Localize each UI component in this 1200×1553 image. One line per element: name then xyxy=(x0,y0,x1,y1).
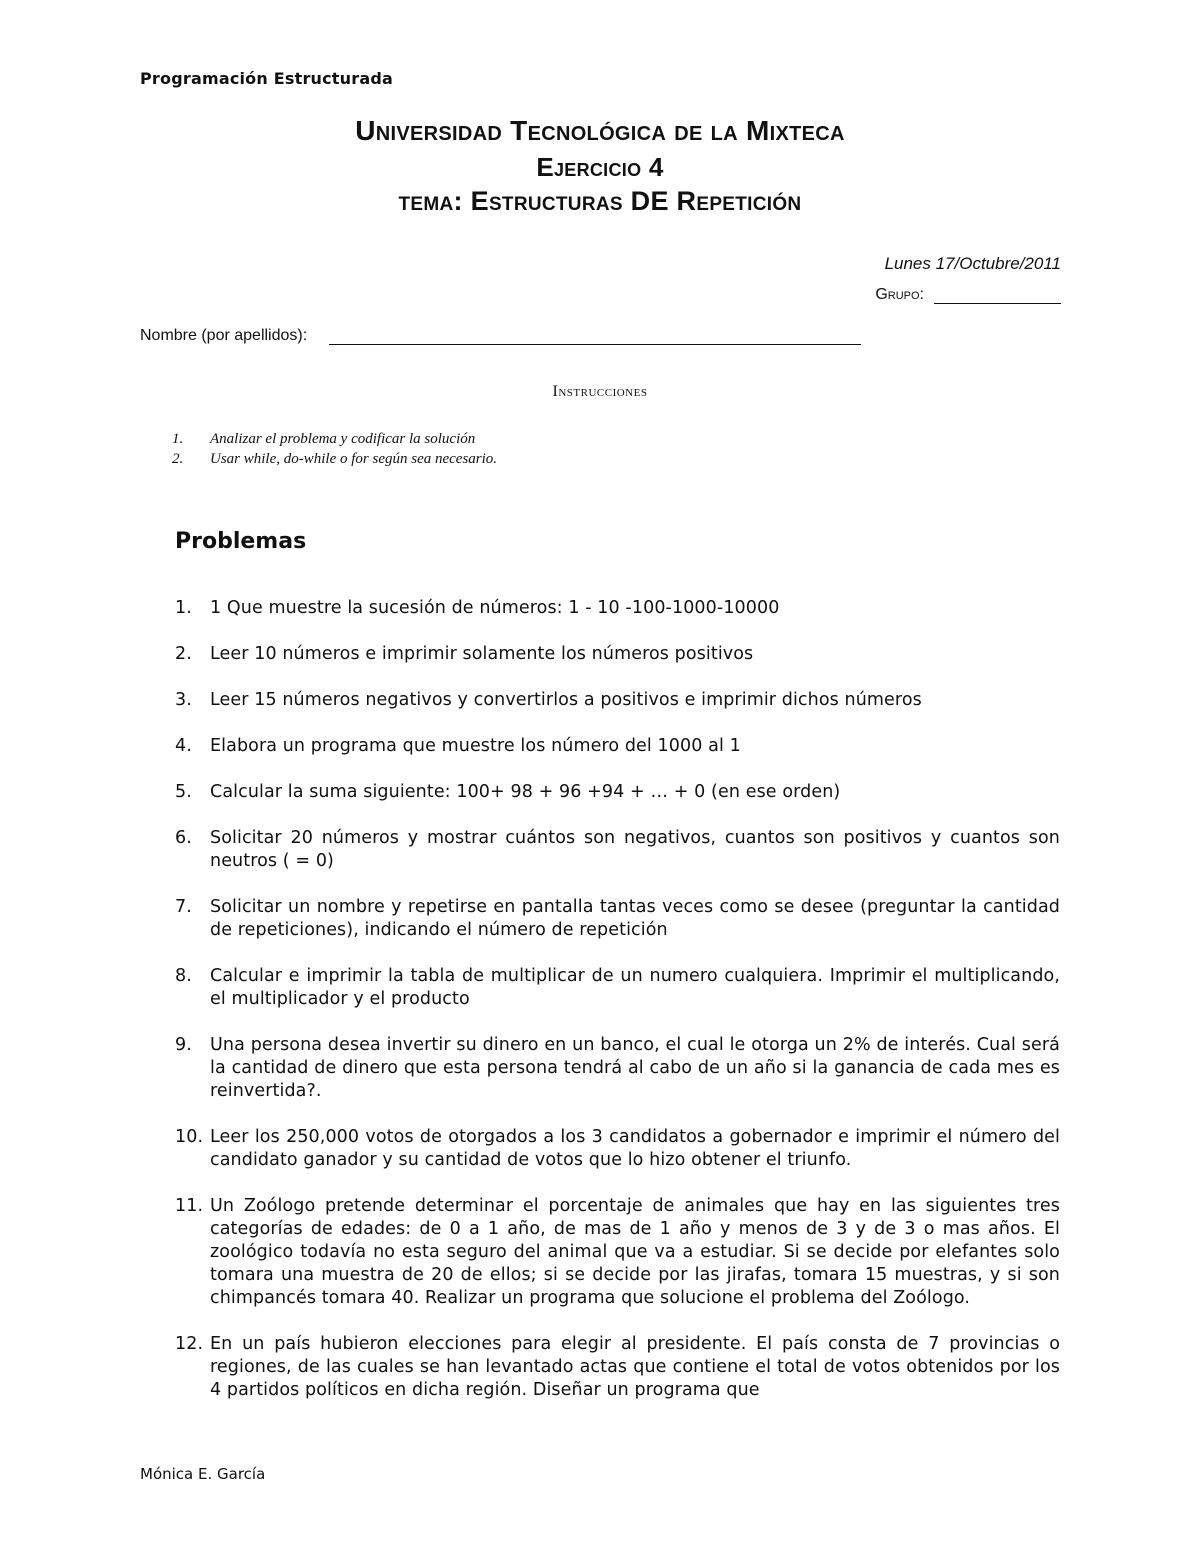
problem-item xyxy=(175,1034,1060,1103)
problem-text: En un país hubieron elecciones para elegir al presidente. El país consta de 7 provincias o regiones, de las cuales se han levantado actas que contiene el total de votos obtenidos por los 4 partidos políticos en dicha región. Diseñar un programa que xyxy=(210,1334,1060,1400)
group-label: Grupo: xyxy=(875,286,924,303)
problem-number: 12. xyxy=(175,1334,204,1354)
problems-heading: Problemas xyxy=(175,529,307,554)
problem-number: 10. xyxy=(175,1127,204,1147)
problem-text: Un Zoólogo pretende determinar el porcentaje de animales que hay en las siguientes tres categorías de edades: de 0 a 1 año, de mas de 1 año y menos de 3 y de 3 o mas años. El zoológico todavía no esta seguro del animal que va a estudiar. Si se decide por elefantes solo tomara una muestra de 20 de ellos; si se decide por las jirafas, tomara 15 muestras, y si son chimpancés tomara 40. Realizar un programa que solucione el problema del Zoólogo. xyxy=(210,1196,1060,1308)
group-field xyxy=(875,286,1061,304)
instruction-text: Usar while, do-while o for según sea necesario. xyxy=(210,451,498,467)
problem-item xyxy=(175,689,1060,712)
instruction-number: 1. xyxy=(172,431,184,447)
exercise-title: Ejercicio 4 xyxy=(536,152,664,182)
problem-text: 1 Que muestre la sucesión de números: 1 - 10 -100-1000-10000 xyxy=(210,598,780,618)
date-text: Lunes 17/Octubre/2011 xyxy=(884,254,1061,273)
problem-number: 1. xyxy=(175,598,192,618)
problem-text: Elabora un programa que muestre los número del 1000 al 1 xyxy=(210,736,741,756)
problem-item xyxy=(175,643,1060,666)
problem-item xyxy=(175,827,1060,873)
problem-item xyxy=(175,1195,1060,1310)
name-field xyxy=(140,327,861,345)
problem-item xyxy=(175,1126,1060,1172)
problem-item xyxy=(175,965,1060,1011)
problem-text: Leer los 250,000 votos de otorgados a los 3 candidatos a gobernador e imprimir el número del candidato ganador y su cantidad de votos que lo hizo obtener el triunfo. xyxy=(210,1127,1060,1170)
running-header: Programación Estructurada xyxy=(140,69,393,88)
problem-text: Calcular e imprimir la tabla de multiplicar de un numero cualquiera. Imprimir el multiplicando, el multiplicador y el producto xyxy=(210,966,1060,1009)
problem-text: Solicitar 20 números y mostrar cuántos son negativos, cuantos son positivos y cuantos son neutros ( = 0) xyxy=(210,828,1060,871)
problems-list xyxy=(175,597,1060,1425)
problem-text: Una persona desea invertir su dinero en un banco, el cual le otorga un 2% de interés. Cual será la cantidad de dinero que esta persona tendrá al cabo de un año si la ganancia de cada mes es reinvertida?. xyxy=(210,1035,1060,1101)
instruction-text: Analizar el problema y codificar la solución xyxy=(210,431,476,447)
university-title: Universidad Tecnológica de la Mixteca xyxy=(355,115,845,146)
problem-item xyxy=(175,597,1060,620)
name-label: Nombre (por apellidos): xyxy=(140,327,308,344)
problem-number: 5. xyxy=(175,782,192,802)
instructions-heading: Instrucciones xyxy=(552,383,648,400)
problem-number: 2. xyxy=(175,644,192,664)
problem-text: Leer 15 números negativos y convertirlos a positivos e imprimir dichos números xyxy=(210,690,922,710)
problem-number: 9. xyxy=(175,1035,192,1055)
instructions-list xyxy=(172,429,497,469)
problem-number: 6. xyxy=(175,828,192,848)
problem-number: 7. xyxy=(175,897,192,917)
problem-text: Solicitar un nombre y repetirse en pantalla tantas veces como se desee (preguntar la cantidad de repeticiones), indicando el número de repetición xyxy=(210,897,1060,940)
topic-title: tema: Estructuras DE Repetición xyxy=(398,186,802,216)
problem-text: Leer 10 números e imprimir solamente los números positivos xyxy=(210,644,754,664)
problem-item xyxy=(175,735,1060,758)
instruction-item xyxy=(172,449,497,469)
problem-number: 11. xyxy=(175,1196,204,1216)
instruction-number: 2. xyxy=(172,451,184,467)
problem-number: 3. xyxy=(175,690,192,710)
problem-item xyxy=(175,1333,1060,1402)
problem-number: 8. xyxy=(175,966,192,986)
name-blank-line xyxy=(329,328,861,345)
problem-item xyxy=(175,781,1060,804)
problem-number: 4. xyxy=(175,736,192,756)
problem-text: Calcular la suma siguiente: 100+ 98 + 96 +94 + … + 0 (en ese orden) xyxy=(210,782,841,802)
page-footer-author: Mónica E. García xyxy=(140,1465,266,1483)
instruction-item xyxy=(172,429,497,449)
title-block xyxy=(0,112,1200,218)
group-blank-line xyxy=(934,287,1061,304)
problem-item xyxy=(175,896,1060,942)
